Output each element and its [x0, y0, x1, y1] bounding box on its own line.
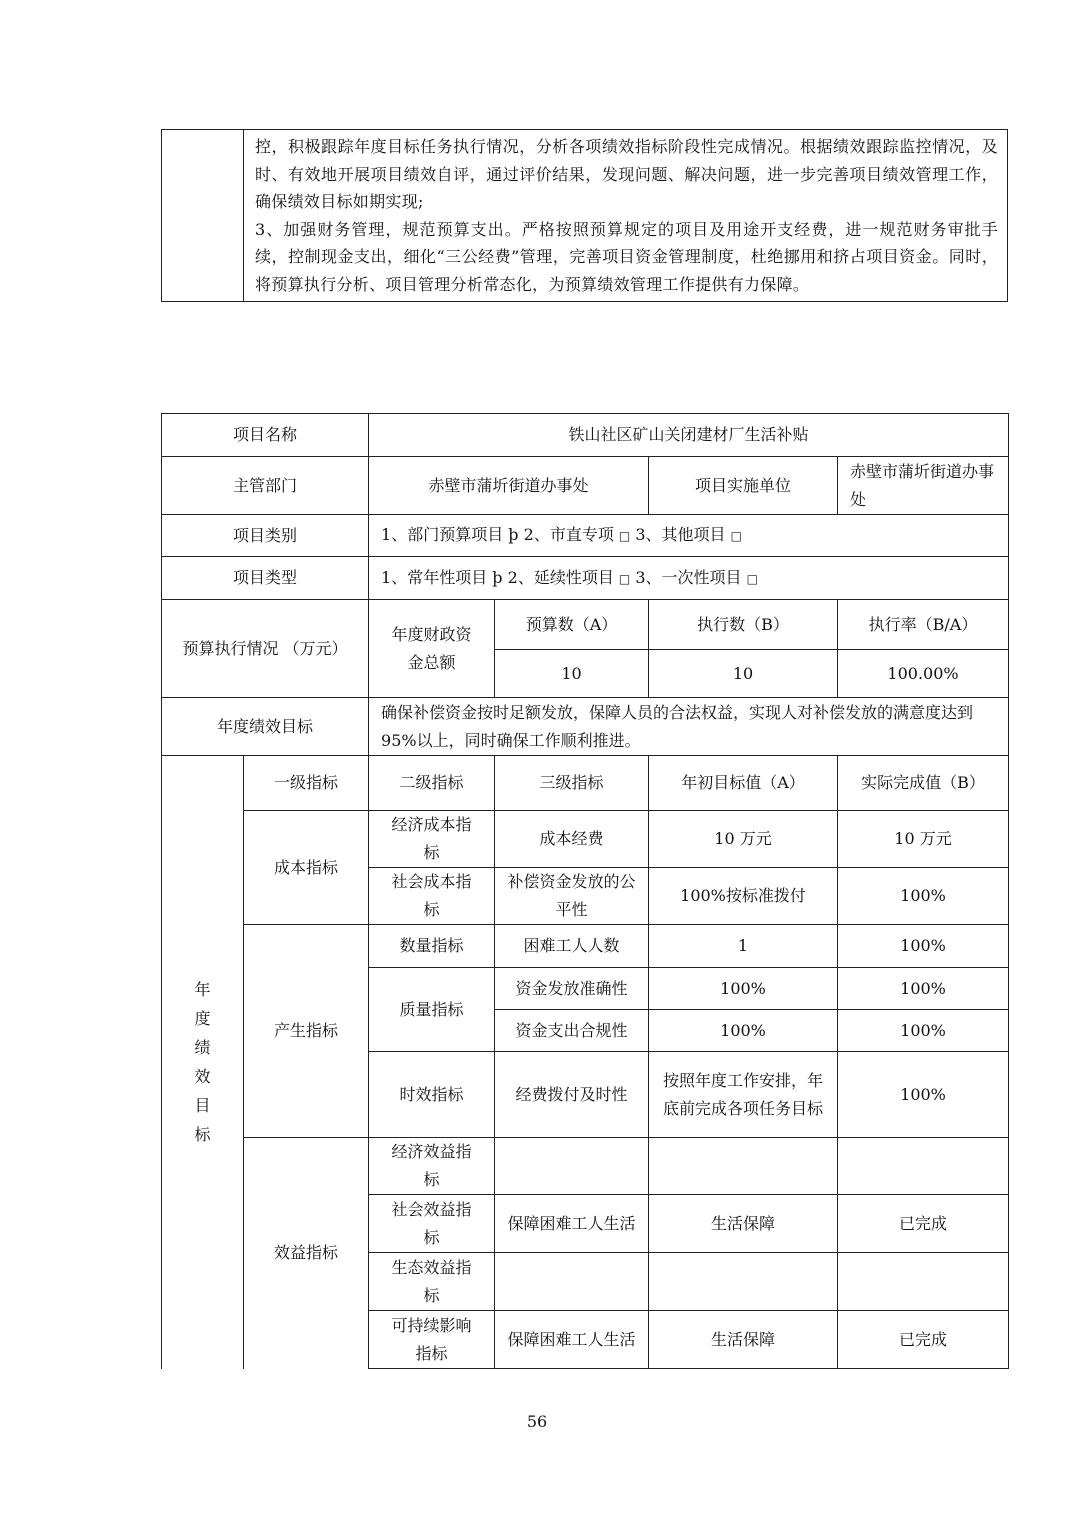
type-option-2: 2、延续性项目 [507, 567, 614, 587]
level-2-indicator: 时效指标 [369, 1052, 495, 1138]
level-3-indicator: 成本经费 [495, 811, 649, 868]
implementing-unit-label: 项目实施单位 [649, 457, 838, 515]
category-checkbox-checked: þ [508, 525, 519, 544]
category-checkbox-empty: □ [618, 529, 631, 543]
execution-rate-value: 100.00% [838, 650, 1009, 698]
project-category-label: 项目类别 [162, 515, 369, 557]
category-option-1: 1、部门预算项目 [381, 525, 504, 544]
level-3-indicator: 补偿资金发放的公平性 [495, 868, 649, 925]
level-3-indicator: 保障困难工人生活 [495, 1311, 649, 1369]
level-2-indicator: 经济成本指标 [369, 811, 495, 868]
continuation-text-cell [244, 130, 1008, 302]
performance-section-label [162, 756, 244, 1369]
level-3-indicator: 资金支出合规性 [495, 1010, 649, 1052]
level-3-indicator: 资金发放准确性 [495, 968, 649, 1010]
project-name-label: 项目名称 [162, 414, 369, 457]
target-value: 100% [649, 968, 838, 1010]
continuation-paragraph-1: 控，积极跟踪年度目标任务执行情况，分析各项绩效指标阶段性完成情况。根据绩效跟踪监控情况，及时、有效地开展项目绩效自评，通过评价结果，发现问题、解决问题，进一步完善项目绩效管理工作，确保绩效目标如期实现; [255, 137, 998, 212]
department-value: 赤壁市蒲圻街道办事处 [369, 457, 649, 515]
category-checkbox-empty: □ [730, 529, 742, 543]
category-option-3: 3、其他项目 [635, 525, 726, 544]
target-value: 10 万元 [649, 811, 838, 868]
continuation-label-cell [162, 130, 244, 302]
cost-indicator-label: 成本指标 [244, 811, 369, 925]
project-category-row [162, 515, 1009, 557]
continuation-table [161, 129, 1008, 302]
header-target: 年初目标值（A） [649, 756, 838, 811]
target-value: 按照年度工作安排，年底前完成各项任务目标 [649, 1052, 838, 1138]
target-value: 100% [649, 1010, 838, 1052]
budget-a-label: 预算数（A） [495, 600, 649, 650]
target-value [649, 1253, 838, 1311]
level-2-indicator: 生态效益指标 [369, 1253, 495, 1311]
indicator-row [162, 1138, 1009, 1195]
header-level-3: 三级指标 [495, 756, 649, 811]
type-checkbox-empty: □ [618, 571, 631, 586]
target-value: 1 [649, 925, 838, 968]
actual-value: 100% [838, 1010, 1009, 1052]
annual-fund-label: 年度财政资金总额 [369, 600, 495, 698]
implementing-unit-value: 赤壁市蒲圻街道办事处 [838, 457, 1009, 515]
budget-a-value: 10 [495, 650, 649, 698]
project-name-row [162, 414, 1009, 457]
level-2-indicator: 经济效益指标 [369, 1138, 495, 1195]
target-value: 生活保障 [649, 1311, 838, 1369]
category-option-2: 2、市直专项 [523, 525, 614, 544]
level-2-indicator: 社会成本指标 [369, 868, 495, 925]
indicator-row [162, 925, 1009, 968]
budget-label: 预算执行情况 （万元） [162, 600, 369, 698]
level-3-indicator [495, 1253, 649, 1311]
actual-value: 10 万元 [838, 811, 1009, 868]
execution-rate-label: 执行率（B/A） [838, 600, 1009, 650]
project-type-row [162, 557, 1009, 600]
continuation-row [162, 130, 1008, 302]
project-type-options [369, 557, 1009, 600]
actual-value: 100% [838, 968, 1009, 1010]
actual-value: 100% [838, 925, 1009, 968]
actual-value: 100% [838, 868, 1009, 925]
actual-value [838, 1138, 1009, 1195]
header-level-1: 一级指标 [244, 756, 369, 811]
level-3-indicator [495, 1138, 649, 1195]
level-3-indicator: 经费拨付及时性 [495, 1052, 649, 1138]
indicator-header-row [162, 756, 1009, 811]
level-2-indicator: 数量指标 [369, 925, 495, 968]
target-value [649, 1138, 838, 1195]
type-option-3: 3、一次性项目 [635, 567, 742, 587]
indicator-row [162, 811, 1009, 868]
department-label: 主管部门 [162, 457, 369, 515]
target-value: 生活保障 [649, 1195, 838, 1253]
actual-value [838, 1253, 1009, 1311]
level-2-indicator: 可持续影响指标 [369, 1311, 495, 1369]
annual-goal-row [162, 698, 1009, 756]
annual-goal-label: 年度绩效目标 [162, 698, 369, 756]
continuation-paragraph-2: 3、加强财务管理，规范预算支出。严格按照预算规定的项目及用途开支经费，进一规范财务审批手续，控制现金支出，细化“三公经费”管理，完善项目资金管理制度，杜绝挪用和挤占项目资金。同时，将预算执行分析、项目管理分析常态化，为预算绩效管理工作提供有力保障。 [255, 219, 998, 294]
level-3-indicator: 困难工人人数 [495, 925, 649, 968]
level-3-indicator: 保障困难工人生活 [495, 1195, 649, 1253]
budget-header-row [162, 600, 1009, 650]
annual-goal-text: 确保补偿资金按时足额发放，保障人员的合法权益，实现人对补偿发放的满意度达到95%以上，同时确保工作顺利推进。 [369, 698, 1009, 756]
type-checkbox-empty: □ [746, 571, 758, 586]
actual-value: 100% [838, 1052, 1009, 1138]
department-row [162, 457, 1009, 515]
benefit-indicator-label: 效益指标 [244, 1138, 369, 1369]
header-level-2: 二级指标 [369, 756, 495, 811]
header-actual: 实际完成值（B） [838, 756, 1009, 811]
type-checkbox-checked: þ [492, 567, 503, 587]
actual-value: 已完成 [838, 1311, 1009, 1369]
type-option-1: 1、常年性项目 [381, 567, 488, 587]
execution-b-label: 执行数（B） [649, 600, 838, 650]
project-name-value: 铁山社区矿山关闭建材厂生活补贴 [369, 414, 1009, 457]
execution-b-value: 10 [649, 650, 838, 698]
project-type-label: 项目类型 [162, 557, 369, 600]
performance-table [161, 413, 1009, 1369]
level-2-indicator: 社会效益指标 [369, 1195, 495, 1253]
actual-value: 已完成 [838, 1195, 1009, 1253]
project-category-options [369, 515, 1009, 557]
page-number: 56 [526, 1412, 548, 1431]
performance-section-text: 年度绩效目标 [194, 980, 211, 1145]
output-indicator-label: 产生指标 [244, 925, 369, 1138]
level-2-indicator: 质量指标 [369, 968, 495, 1052]
target-value: 100%按标准拨付 [649, 868, 838, 925]
